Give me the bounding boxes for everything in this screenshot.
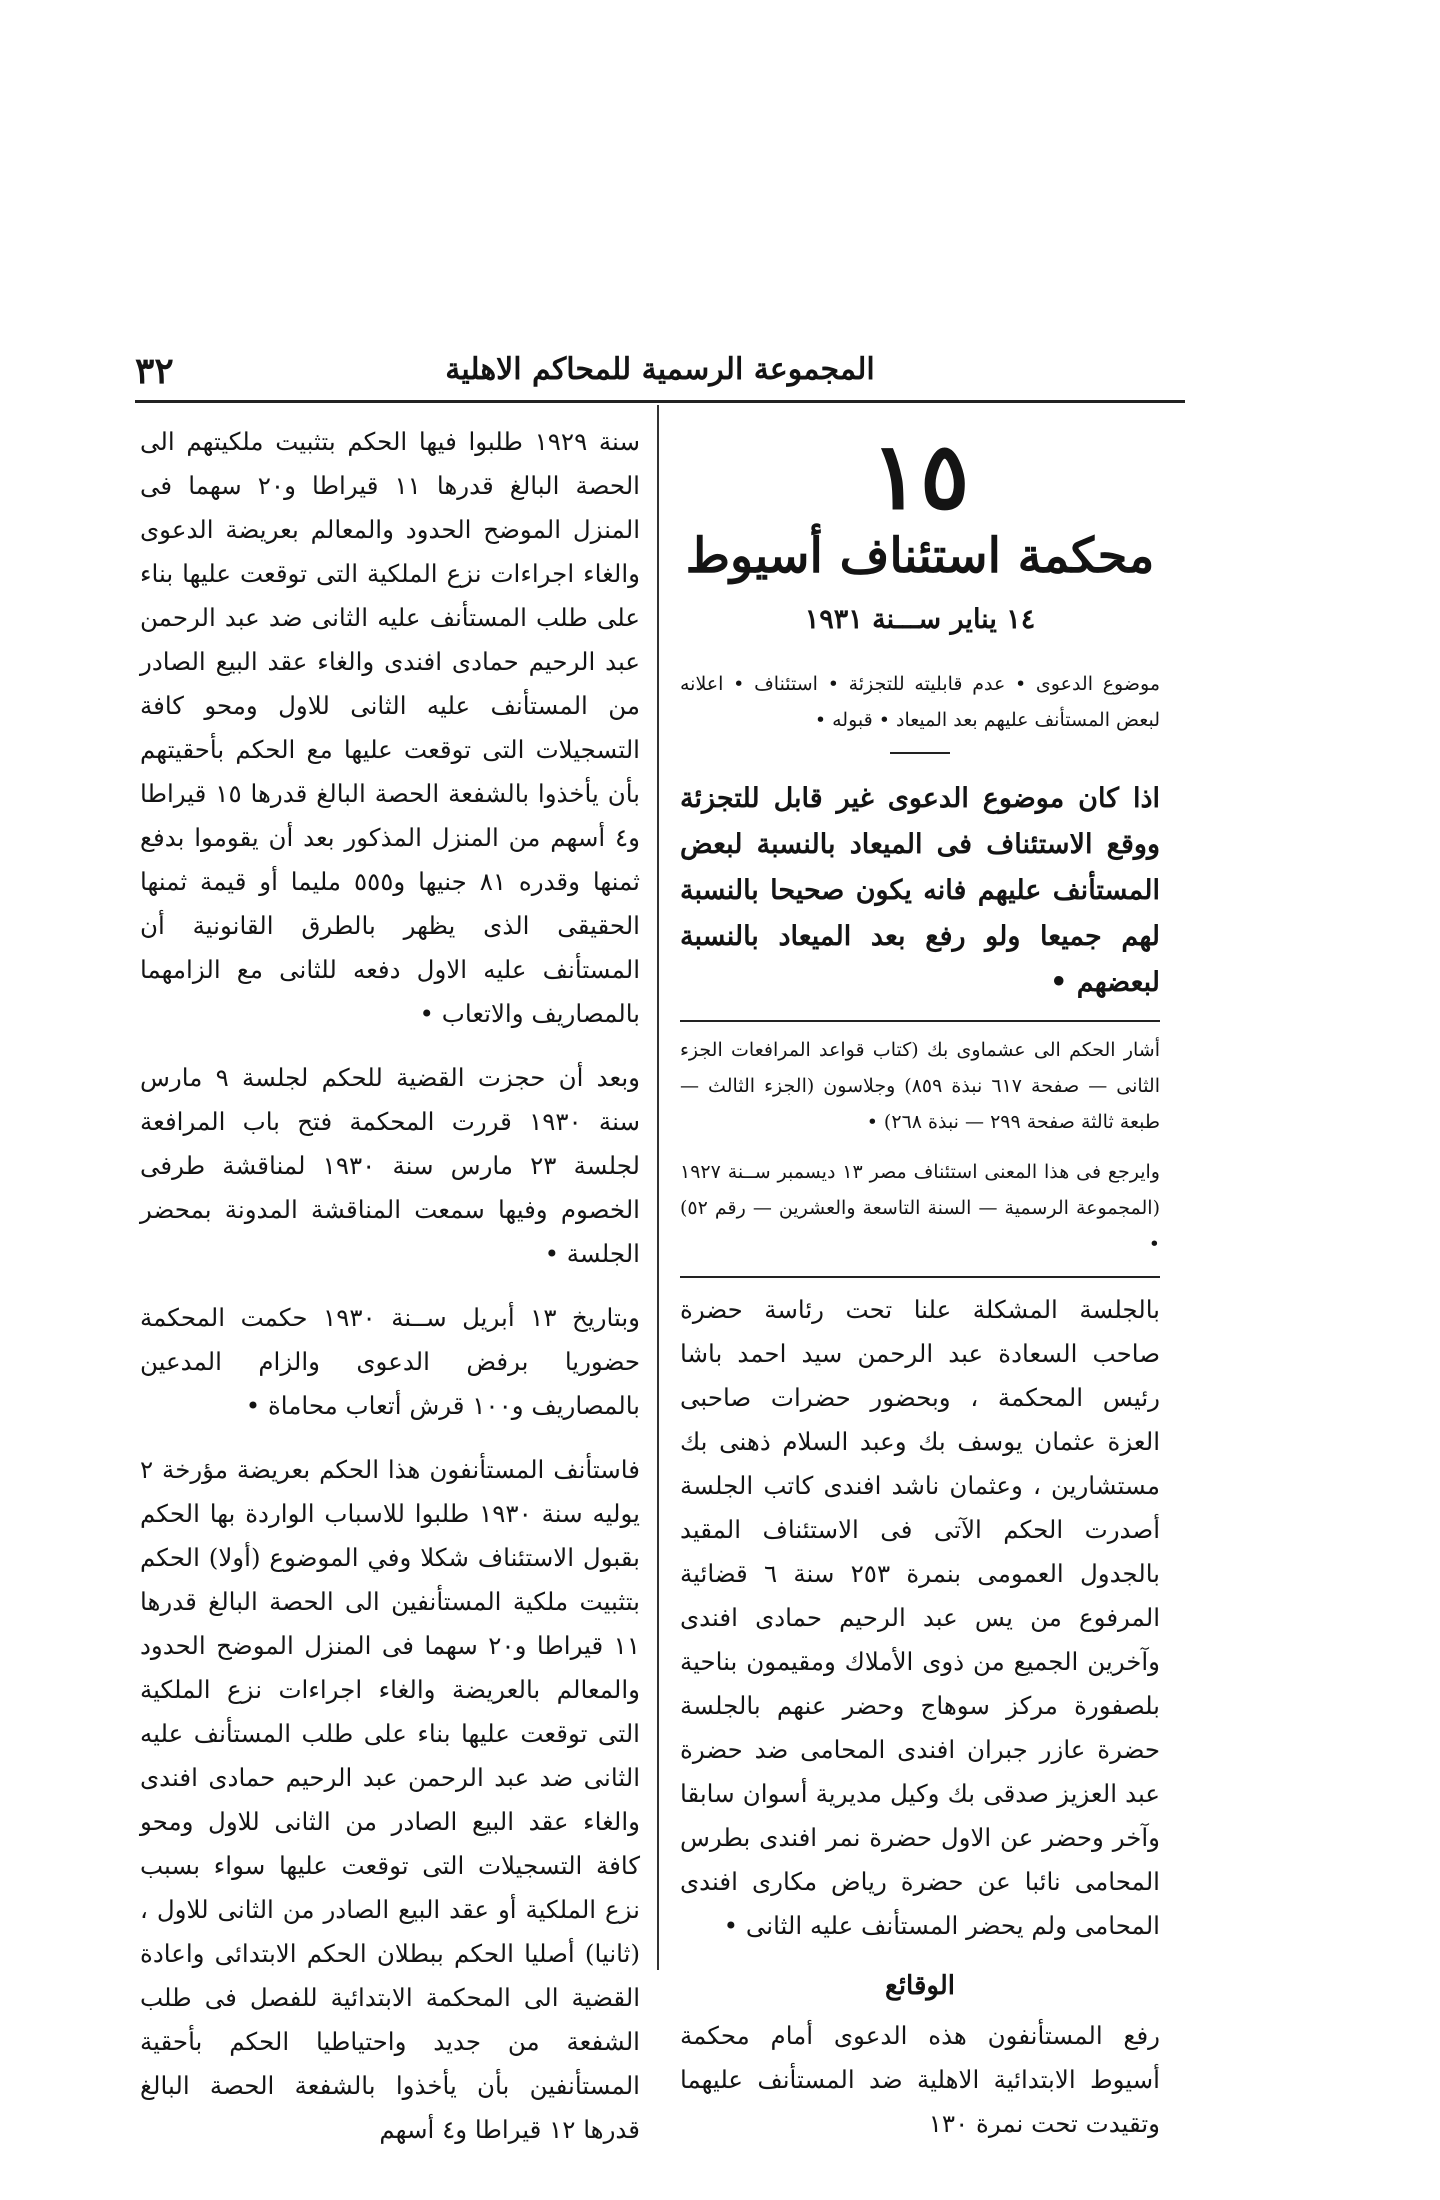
facts-paragraph: رفع المستأنفون هذه الدعوى أمام محكمة أسيوط الابتدائية الاهلية ضد المستأنف عليهما وتقيدت تحت نمرة ١٣٠ xyxy=(680,2021,1160,2138)
body-paragraph: وبتاريخ ١٣ أبريل ســنة ١٩٣٠ حكمت المحكمة حضوريا برفض الدعوى والزام المدعين بالمصاريف و١٠٠ قرش أتعاب محاماة • xyxy=(140,1303,640,1420)
judgment-date: ١٤ يناير ســـنة ١٩٣١ xyxy=(804,604,1036,635)
body-paragraph: وبعد أن حجزت القضية للحكم لجلسة ٩ مارس سنة ١٩٣٠ قررت المحكمة فتح باب المرافعة لجلسة ٢٣ مارس سنة ١٩٣٠ لمناقشة طرفى الخصوم وفيها سمعت المناقشة المدونة بمحضر الجلسة • xyxy=(140,1063,641,1268)
section-rule xyxy=(680,1276,1160,1278)
section-rule xyxy=(680,1020,1160,1022)
reference-note: أشار الحكم الى عشماوى بك (كتاب قواعد المرافعات الجزء الثانى — صفحة ٦١٧ نبذة ٨٥٩) وجلاسون (الجزء الثالث — طبعة ثالثة صفحة ٢٩٩ — نبذة ٢٦٨) • xyxy=(680,1039,1161,1133)
case-subject: موضوع الدعوى • عدم قابليته للتجزئة • استئناف • اعلانه لبعض المستأنف عليهم بعد الميعاد • قبوله • xyxy=(680,673,1160,731)
page-number: ٣٢ xyxy=(135,350,174,392)
court-name: محكمة استئناف أسيوط xyxy=(685,528,1155,584)
session-paragraph: بالجلسة المشكلة علنا تحت رئاسة حضرة صاحب السعادة عبد الرحمن سيد احمد باشا رئيس المحكمة ، وبحضور حضرات صاحبى العزة عثمان يوسف بك وعبد السلام ذهنى بك مستشارين ، وعثمان ناشد افندى كاتب الجلسة أصدرت الحكم الآتى فى الاستئناف المقيد بالجدول العمومى بنمرة ٢٥٣ سنة ٦ قضائية المرفوع من يس عبد الرحيم حمادى افندى وآخرين الجميع من ذوى الأملاك ومقيمون بناحية بلصفورة مركز سوهاج وحضر عنهم بالجلسة حضرة عازر جبران افندى المحامى ضد حضرة عبد العزيز صدقى بك وكيل مديرية أسوان سابقا وآخر وحضر عن الاول حضرة نمر افندى بطرس المحامى نائبا عن حضرة رياض مكارى افندى المحامى ولم يحضر المستأنف عليه الثانى • xyxy=(680,1295,1160,1940)
left-column xyxy=(140,420,640,2172)
case-number: ١٥ xyxy=(870,422,970,530)
short-rule xyxy=(890,752,950,754)
facts-heading: الوقائع xyxy=(884,1971,955,2001)
body-paragraph: فاستأنف المستأنفون هذا الحكم بعريضة مؤرخة ٢ يوليه سنة ١٩٣٠ طلبوا للاسباب الواردة بها الحكم بقبول الاستئناف شكلا وفي الموضوع (أولا) الحكم بتثبيت ملكية المستأنفين الى الحصة البالغ قدرها ١١ قيراطا و٢٠ سهما فى المنزل الموضح الحدود والمعالم بالعريضة والغاء اجراءات نزع الملكية التى توقعت عليها بناء على طلب المستأنف عليه الثانى ضد عبد الرحمن عبد الرحيم حمادى افندى والغاء عقد البيع الصادر من الثانى للاول ومحو كافة التسجيلات التى توقعت عليها سواء بسبب نزع الملكية أو عقد البيع الصادر من الثانى للاول ، (ثانيا) أصليا الحكم ببطلان الحكم الابتدائى واعادة القضية الى المحكمة الابتدائية للفصل فى طلب الشفعة من جديد واحتياطيا الحكم بأحقية المستأنفين بأن يأخذوا بالشفعة الحصة البالغ قدرها ١٢ قيراطا و٤ أسهم xyxy=(140,1455,640,2144)
running-title: المجموعة الرسمية للمحاكم الاهلية xyxy=(445,352,875,387)
header-rule xyxy=(135,400,1185,403)
reference-note: وايرجع فى هذا المعنى استئناف مصر ١٣ ديسمبر ســنة ١٩٢٧ (المجموعة الرسمية — السنة التاسعة والعشرين — رقم ٥٢) • xyxy=(680,1161,1160,1255)
page-header xyxy=(135,350,1185,394)
headnote: اذا كان موضوع الدعوى غير قابل للتجزئة ووقع الاستئناف فى الميعاد بالنسبة لبعض المستأنف عليهم فانه يكون صحيحا بالنسبة لهم جميعا ولو رفع بعد الميعاد بالنسبة لبعضهم • xyxy=(680,783,1160,998)
body-paragraph: سنة ١٩٢٩ طلبوا فيها الحكم بتثبيت ملكيتهم الى الحصة البالغ قدرها ١١ قيراطا و٢٠ سهما فى المنزل الموضح الحدود والمعالم بعريضة الدعوى والغاء اجراءات نزع الملكية التى توقعت عليها بناء على طلب المستأنف عليه الثانى ضد عبد الرحمن عبد الرحيم حمادى افندى والغاء عقد البيع الصادر من المستأنف عليه الثانى للاول ومحو كافة التسجيلات التى توقعت عليها مع الحكم بأحقيتهم بأن يأخذوا بالشفعة الحصة البالغ قدرها ١٥ قيراطا و٤ أسهم من المنزل المذكور بعد أن يقوموا بدفع ثمنها وقدره ٨١ جنيها و٥٥٥ مليما أو قيمة ثمنها الحقيقى الذى يظهر بالطرق القانونية أن المستأنف عليه الاول دفعه للثانى مع الزامهما بالمصاريف والاتعاب • xyxy=(140,427,641,1028)
right-column xyxy=(680,420,1160,2160)
column-divider xyxy=(657,405,659,1970)
